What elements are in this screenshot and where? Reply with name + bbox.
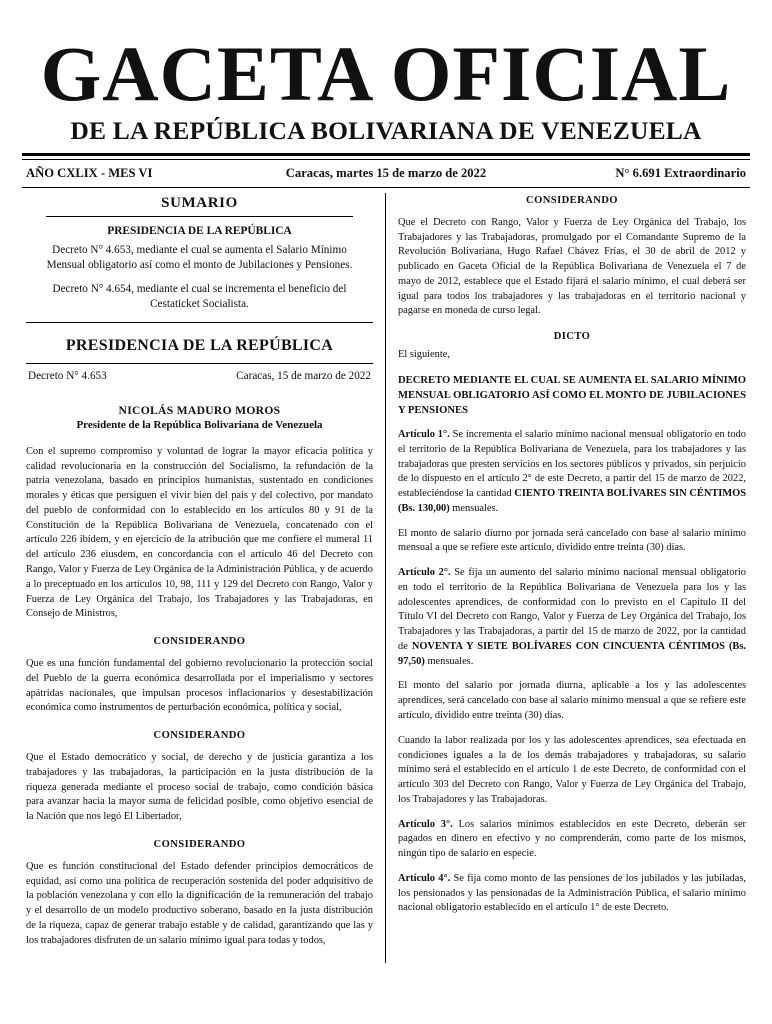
issue-place-date: Caracas, martes 15 de marzo de 2022 xyxy=(285,165,487,180)
signer-role: Presidente de la República Bolivariana de Venezuela xyxy=(76,418,323,431)
article-2-tail: mensuales. xyxy=(424,655,474,667)
article-1-text: Se incrementa el salario mínimo nacional mensual obligatorio en todo el territorio de la República Bolivariana de Venezuela, para los trabajadores y las trabajadoras que presten servicios en los sectores públicos y privados, sin perjuicio de lo dispuesto en el artículo 2° de este Decreto, a partir del 15 de marzo de 2022, estableciéndose la cantidad xyxy=(398,428,746,500)
preamble-paragraph: Con el supremo compromiso y voluntad de lograr la mayor eficacia política y calidad revolucionaria en la construcción del Socialismo, la refundación de la patria venezolana, basado en principios humanistas, sustentado en condiciones morales y éticas que persiguen el vivir bien del país y del colectivo, por mandato del pueblo de conformidad con lo establecido en los artículos 80 y 91 de la Constitución de la República Bolivariana de Venezuela, concatenado con el artículo 226 ibídem, y en ejercicio de la atribución que me confiere el numeral 11 del artículo 236 eiusdem, en concordancia con el artículo 46 del Decreto con Rango, Valor y Fuerza de Ley Orgánica de la Administración Pública, y de acuerdo a lo preceptuado en los artículos 10, 98, 111 y 129 del Decreto con Rango, Valor y Fuerza de Ley Orgánica del Trabajo, los Trabajadores y las Trabajadoras, en Consejo de Ministros, xyxy=(26,445,373,620)
article-4-label: Artículo 4°. xyxy=(398,872,451,884)
decree-header xyxy=(26,370,373,382)
considerando-text-1: Que es una función fundamental del gobierno revolucionario la protección social del Pueblo de la guerra económica desarrollada por el imperialismo y sectores apátridas nacionales, que impulsan procesos inflacionarios y desestabilización económica como instrumentos de perturbación económica, política y social, xyxy=(26,658,373,714)
considerando-label-3: CONSIDERANDO xyxy=(153,838,246,850)
considerando-text-3: Que es función constitucional del Estado defender principios democráticos de equidad, así como una política de recuperación sostenida del poder adquisitivo de la población venezolana y con ello la dignificación de la remuneración del trabajo y el desarrollo de un modelo productivo soberano, basado en la justa distribución de la riqueza, capaz de generar trabajo estable y de calidad, garantizando que las y los trabajadores disfruten de un salario mínimo igual para todas y todos, xyxy=(26,860,373,946)
article-4 xyxy=(398,872,746,916)
content-columns xyxy=(22,193,750,963)
article-2-label: Artículo 2°. xyxy=(398,567,451,579)
right-column xyxy=(386,193,750,963)
article-3-label: Artículo 3°. xyxy=(398,818,453,830)
issue-year: AÑO CXLIX - MES VI xyxy=(26,165,153,180)
article-1-note: El monto de salario diurno por jornada será cancelado con base al salario mínimo mensual a que se refiere este artículo, dividido entre treinta (30) días. xyxy=(398,527,746,554)
article-2-text: Se fija un aumento del salario mínimo nacional mensual obligatorio en todo el territorio de la República Bolivariana de Venezuela para los y las adolescentes aprendices, de conformidad con lo previsto en el Capítulo II del Título VI del Decreto con Rango, Valor y Fuerza de Ley Orgánica del Trabajo, los Trabajadores y las Trabajadoras, a partir del 15 de marzo de 2022, por la cantidad de xyxy=(398,567,746,652)
considerando-label-2: CONSIDERANDO xyxy=(153,730,246,742)
article-1-label: Artículo 1°. xyxy=(398,428,450,440)
article-3-text: Los salarios mínimos establecidos en este Decreto, deberán ser pagados en dinero en efectivo y no comprenderán, como parte de los mismos, ningún tipo de salario en especie. xyxy=(398,818,747,860)
article-2-note-1: El monto del salario por jornada diurna, aplicable a los y las adolescentes aprendices, será cancelado con base al salario mínimo mensual a que se refiere este artículo, dividido entre treinta (30) días. xyxy=(398,680,746,721)
left-column xyxy=(22,193,386,963)
sumario-rule xyxy=(46,216,353,217)
article-2-note-2: Cuando la labor realizada por los y las adolescentes aprendices, sea efectuada en condiciones iguales a la de los demás trabajadores y trabajadoras, su salario mínimo será el establecido en el artículo 1 de este Decreto, de conformidad con el artículo 303 del Decreto con Rango, Valor y Fuerza de Ley Orgánica del Trabajo, los Trabajadores y las Trabajadoras. xyxy=(398,734,746,805)
dicto-intro: El siguiente, xyxy=(398,349,450,361)
sumario-entry-2: Decreto N° 4.654, mediante el cual se incrementa el beneficio del Cestaticket Socialista. xyxy=(52,283,347,311)
considerando-label-4: CONSIDERANDO xyxy=(526,194,618,206)
page-sheet xyxy=(22,10,750,1016)
sumario-bottom-rule xyxy=(26,322,373,323)
article-1-amount: CIENTO TREINTA BOLÍVARES SIN CÉNTIMOS (Bs. 130,00) xyxy=(398,488,746,514)
article-1-tail: mensuales. xyxy=(449,502,499,514)
signer-block xyxy=(26,404,373,431)
considerando-text-2: Que el Estado democrático y social, de derecho y de justicia garantiza a los trabajadores y las trabajadoras, la participación en la justa distribución de la riqueza generada mediante el proceso social de trabajo, como condición básica para avanzar hacia la mayor suma de felicidad posible, como objetivo esencial de la Nación que nos legó El Libertador, xyxy=(26,752,373,823)
article-4-text: Se fija como monto de las pensiones de los jubilados y las jubiladas, los pensionados y las pensionadas de la Administración Pública, el salario mínimo nacional obligatorio establecido en el artículo 1° de este Decreto. xyxy=(398,872,746,914)
signer-name: NICOLÁS MADURO MOROS xyxy=(118,403,281,417)
sumario-heading: SUMARIO xyxy=(161,194,238,211)
presidencia-heading: PRESIDENCIA DE LA REPÚBLICA xyxy=(65,336,334,354)
sumario-org: PRESIDENCIA DE LA REPÚBLICA xyxy=(107,224,292,237)
sumario-entry-1: Decreto N° 4.653, mediante el cual se aumenta el Salario Mínimo Mensual obligatorio así como el monto de Jubilaciones y Pensiones. xyxy=(46,243,353,271)
presidencia-rule xyxy=(26,363,373,364)
article-3 xyxy=(398,818,746,862)
issue-bar xyxy=(22,160,750,187)
decree-place-date: Caracas, 15 de marzo de 2022 xyxy=(236,369,371,382)
decree-number: Decreto N° 4.653 xyxy=(28,369,107,382)
article-2-amount: NOVENTA Y SIETE BOLÍVARES CON CINCUENTA CÉNTIMOS (Bs. 97,50) xyxy=(398,640,747,667)
dicto-label: DICTO xyxy=(553,331,591,343)
article-2 xyxy=(398,566,746,669)
masthead xyxy=(22,10,750,146)
issue-number: N° 6.691 Extraordinario xyxy=(615,165,746,180)
decree-title: DECRETO MEDIANTE EL CUAL SE AUMENTA EL SALARIO MÍNIMO MENSUAL OBLIGATORIO ASÍ COMO EL MONTO DE JUBILACIONES Y PENSIONES xyxy=(398,374,746,416)
article-1 xyxy=(398,428,746,517)
gazette-subtitle: DE LA REPÚBLICA BOLIVARIANA DE VENEZUELA xyxy=(70,115,702,145)
gazette-title: GACETA OFICIAL xyxy=(40,30,732,117)
issue-rule xyxy=(22,187,750,188)
considerando-label-1: CONSIDERANDO xyxy=(153,636,246,648)
considerando-text-4: Que el Decreto con Rango, Valor y Fuerza de Ley Orgánica del Trabajo, los Trabajadores y las Trabajadoras, promulgado por el Comandante Supremo de la Revolución Bolivariana, Hugo Rafael Chávez Frías, el 30 de abril de 2012 y publicado en Gaceta Oficial de la República Bolivariana de Venezuela el 7 de mayo de 2012, establece que el Estado fijará el salario mínimo, el cual deberá ser igual para todos los trabajadores y las trabajadoras en el territorio nacional y pagarse en moneda de curso legal. xyxy=(398,216,746,317)
